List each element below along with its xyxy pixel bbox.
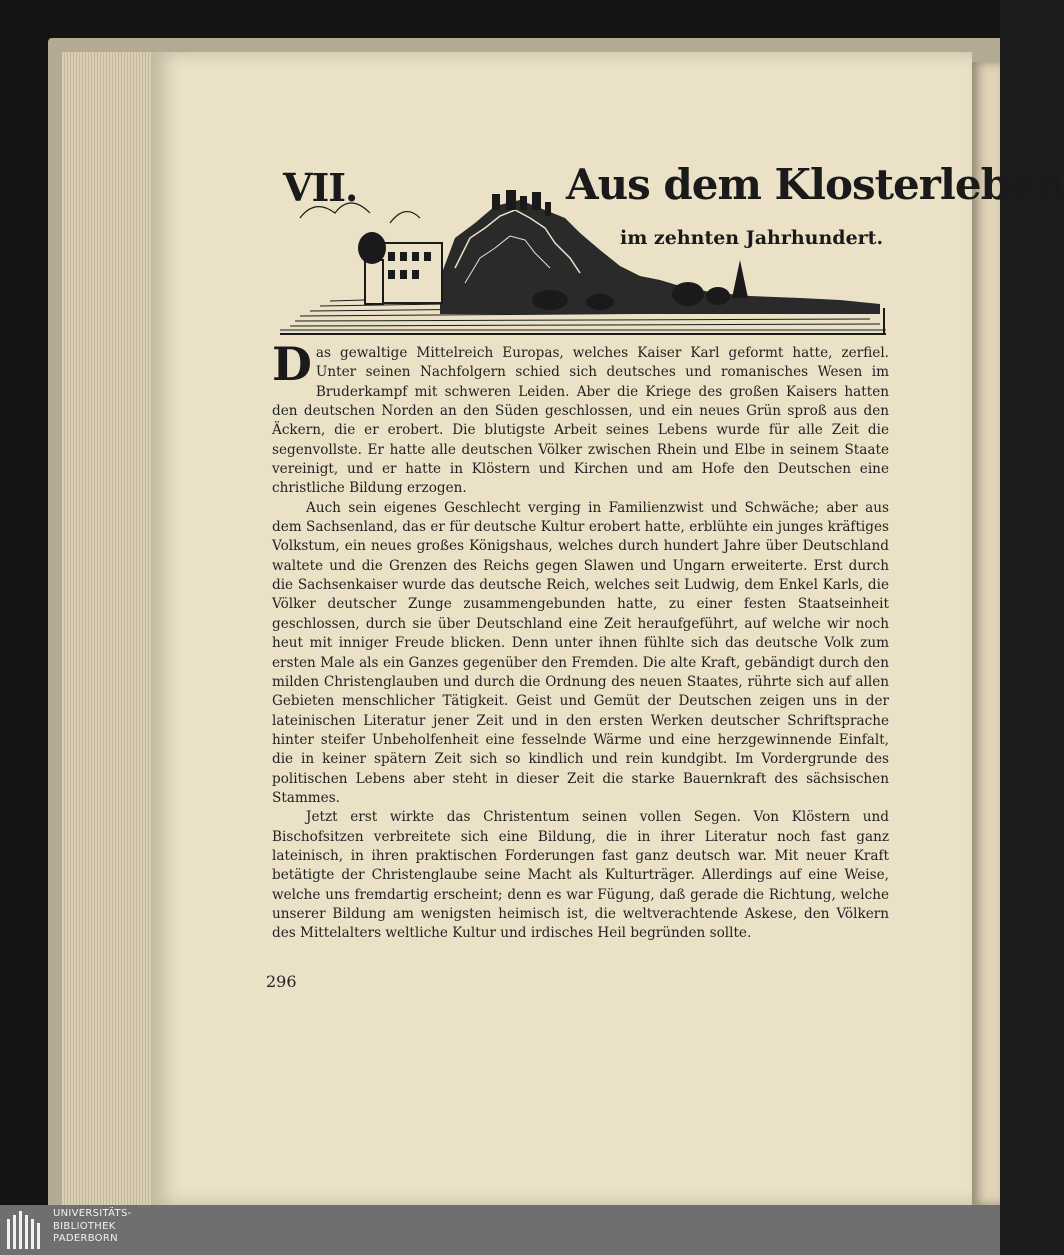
facing-page-edge: [972, 62, 1000, 1205]
chapter-subtitle: im zehnten Jahrhundert.: [620, 227, 884, 249]
body-text: [272, 337, 889, 944]
page-number: 296: [266, 972, 297, 991]
library-logo-icon: [5, 1209, 49, 1251]
library-name-line: PADERBORN: [53, 1233, 118, 1244]
drop-cap: D: [272, 337, 312, 391]
page-stack-edge: [62, 52, 160, 1205]
chapter-title: Aus dem Klosterleben: [566, 160, 1064, 209]
paragraph: [272, 337, 889, 499]
castle-landscape-illustration: [280, 188, 886, 336]
chapter-number: VII.: [283, 165, 358, 210]
library-name-line: UNIVERSITÄTS-: [53, 1208, 132, 1219]
paragraph-text: as gewaltige Mittelreich Europas, welches Kaiser Karl geformt hatte, zerfiel. Unter seinen Nachfolgern schied sich deutsches und romanisches Wesen im Bruderkampf mit schweren Leiden. Aber die Kriege des großen Kaisers hatten den deutschen Norden an den Süden geschlossen, und ein neues Grün sproß aus den Äckern, die er erobert. Die blutigste Arbeit seines Lebens wurde für alle Zeit die segenvollste. Er hatte alle deutschen Völker zwischen Rhein und Elbe in seinem Staate vereinigt, und er hatte in Klöstern und Kirchen und am Hofe den Deutschen eine christliche Bildung erzogen.: [272, 345, 889, 497]
library-name-line: BIBLIOTHEK: [53, 1220, 116, 1232]
library-name: [53, 1208, 132, 1246]
paragraph: Jetzt erst wirkte das Christentum seinen vollen Segen. Von Klöstern und Bischofsitzen verbreitete sich eine Bildung, die in ihrer Literatur noch fast ganz lateinisch, in ihren praktischen Forderungen fast ganz deutsch war. Mit neuer Kraft betätigte der Christenglaube seine Macht als Kulturträger. Allerdings auf eine Weise, welche uns fremdartig erscheint; denn es war Fügung, daß gerade die Richtung, welche unserer Bildung am wenigsten heimisch ist, die weltverachtende Askese, den Völkern des Mittelalters weltliche Kultur und irdisches Heil begründen sollte.: [272, 809, 889, 942]
library-footer-bar: [0, 1205, 1000, 1255]
paragraph: Auch sein eigenes Geschlecht verging in Familienzwist und Schwäche; aber aus dem Sachsenland, das er für deutsche Kultur erobert hatte, erblühte ein junges kräftiges Volkstum, ein neues großes Königshaus, welches durch hundert Jahre über Deutschland waltete und die Grenzen des Reichs gegen Slawen und Ungarn erweiterte. Erst durch die Sachsenkaiser wurde das deutsche Reich, welches seit Ludwig, dem Enkel Karls, die Völker deutscher Zunge zusammengebunden hatte, zu einer festen Staatseinheit geschlossen, durch sie über Deutschland eine Zeit heraufgeführt, auf welche wir noch heut mit inniger Freude blicken. Denn unter ihnen fühlte sich das deutsche Volk zum ersten Male als ein Ganzes gegenüber den Fremden. Die alte Kraft, gebändigt durch den milden Christenglauben und durch die Ordnung des neuen Staates, rührte sich auf allen Gebieten menschlicher Tätigkeit. Geist und Gemüt der Deutschen zeigen uns in der lateinischen Literatur jener Zeit und in den ersten Werken deutscher Schriftsprache hinter steifer Unbeholfenheit eine fesselnde Wärme und eine herzgewinnende Einfalt, die in keiner spätern Zeit sich so kindlich und rein kundgibt. Im Vordergrunde des politischen Lebens aber steht in dieser Zeit die starke Bauernkraft des sächsischen Stammes.: [272, 499, 889, 806]
